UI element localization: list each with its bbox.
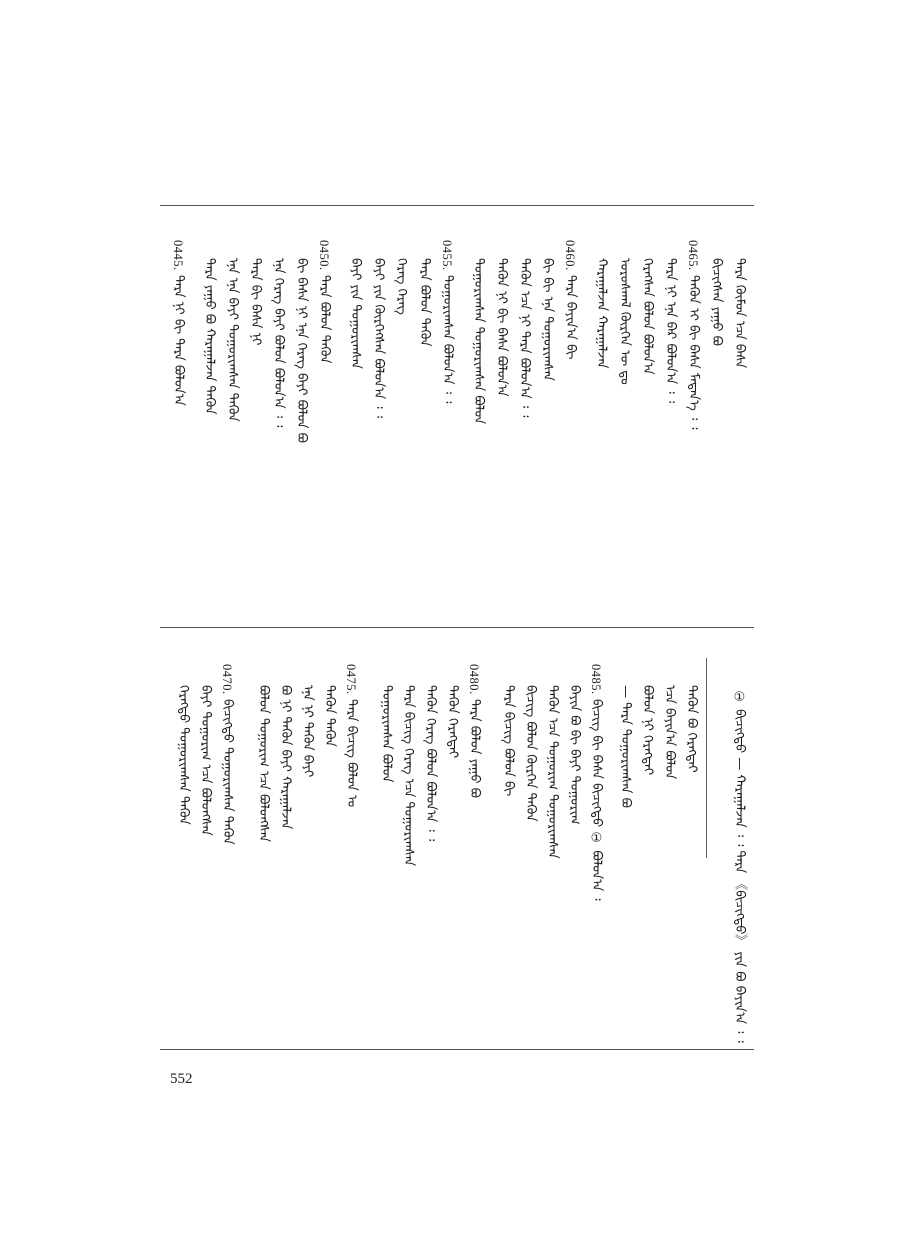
column-text: ᠤᠷᠤᠰᠬᠠᠯ ᠬᠦᠷᠭᠡᠨ ᠦ ᠳᠤ [617, 258, 632, 385]
column-text: ᠲᠡᠭᠦᠨ ᠬᠡᠷᠡᠭᠲᠡᠢ [445, 685, 460, 759]
column-text: ᠲᠡᠭᠦᠨ ᠢ ᠪᠢ ᠪᠠᠰᠠ ᠮᠡᠳᠡᠨ᠎ᠡ ᠄ ᠄ [686, 274, 701, 430]
column-text: ᠡᠨᠡ ᠨᠢ ᠲᠡᠭᠦᠨ ᠪᠠᠶᠢ [300, 685, 315, 778]
column-text: ᠲᠡᠷᠡ ᠬᠦᠮᠦᠨ ᠡᠴᠡ ᠪᠠᠰᠠ [732, 258, 747, 369]
text-column [522, 685, 538, 822]
column-text: ᠲᠣᠭᠣᠷᠢᠭᠰᠠᠨ ᠪᠣᠯᠤᠨ [379, 685, 394, 783]
text-column [299, 685, 315, 777]
column-text: ᠬᠡᠷᠡᠭ ᠬᠡᠷᠡᠭ [394, 258, 409, 315]
column-text: ᠲᠡᠭᠦᠨ ᠬᠡᠷᠡᠭ ᠪᠣᠯᠤᠨ ᠪᠣᠯᠤᠨ᠎ᠠ ᠄ ᠄ [423, 685, 438, 842]
column-text: ᠲᠡᠷᠡ ᠪᠢ ᠪᠠᠰᠠ ᠨᠢ [248, 258, 263, 346]
text-column [662, 258, 678, 403]
text-column [544, 685, 560, 859]
text-column [170, 240, 186, 405]
line-number: 0445. [171, 240, 185, 271]
text-column [470, 258, 486, 424]
column-text: ᠪᠢ ᠪᠢ ᠡᠨᠡ ᠲᠣᠭᠣᠷᠢᠭᠰᠠᠨ [540, 258, 555, 381]
column-text: ᠪᠢᠴᠢᠭ ᠪᠢ ᠪᠠᠰᠠ ᠪᠢᠴᠢᠭᠲᠦ ① ᠪᠣᠯᠤᠨ᠎ᠠ ᠄ [589, 698, 604, 901]
text-column [347, 258, 363, 369]
text-column [731, 258, 747, 368]
text-column [593, 258, 609, 369]
footnote-text: ① ᠪᠢᠴᠢᠭᠲᠦ — ᠬᠠᠷᠠᠭᠠᠯᠵᠠᠨ ᠄ ᠄ ᠲᠡᠷᠡ 《ᠪᠢᠴᠢᠭᠲᠦ》 ᠶᠢᠨ ᠪᠣ ᠪᠠᠶᠢᠨ᠎ᠠ ᠄ ᠄ [732, 690, 747, 1043]
column-text: ᠲᠣᠭᠣᠷᠢᠭᠰᠠᠨ ᠪᠣᠯᠤᠨ᠎ᠠ ᠄ ᠄ [440, 274, 455, 403]
text-column [201, 258, 217, 414]
line-number: 0475. [344, 664, 358, 695]
text-column [255, 685, 271, 842]
text-column [708, 258, 724, 346]
column-text: ᠲᠡᠷᠡ ᠪᠢᠴᠢᠭ ᠬᠡᠷᠡᠭ ᠡᠴᠡ ᠲᠣᠭᠣᠷᠢᠭᠰᠠᠨ [401, 685, 416, 867]
line-number: 0470. [220, 664, 234, 695]
column-text: ᠡᠴᠡ ᠪᠠᠶᠢᠨ᠎ᠠ ᠪᠣᠯᠤᠨ [662, 685, 677, 780]
text-column [416, 258, 432, 347]
line-number: 0460. [563, 240, 577, 271]
text-column [444, 685, 460, 758]
column-text: ᠲᠡᠷᠡ ᠪᠢᠴᠢᠭ ᠪᠣᠯᠤᠨ ᠪᠢ [501, 685, 516, 797]
text-column [370, 258, 386, 418]
footnote-separator [706, 658, 707, 858]
column-text: ᠲᠡᠭᠦᠨ ᠡᠴᠡ ᠨᠢ ᠲᠡᠷᠡ ᠪᠣᠯᠤᠨ᠎ᠠ ᠄ ᠄ [517, 258, 532, 418]
text-column [321, 685, 337, 747]
footnote [731, 690, 747, 1043]
text-column [247, 258, 263, 345]
text-column [500, 685, 516, 796]
column-text: ᠲᠡᠷᠡ ᠨᠢ ᠪᠢ ᠲᠡᠷᠡ ᠪᠣᠯᠤᠨ᠎ᠠ [171, 274, 186, 406]
column-text: ᠪᠣ ᠨᠢ ᠲᠡᠭᠦᠨ ᠪᠠᠶᠢ ᠬᠠᠷᠠᠭᠠᠯᠵᠠᠨ [278, 685, 293, 830]
column-text: ᠲᠡᠭᠦᠨ ᠪᠣ ᠬᠡᠷᠡᠭᠲᠡᠢ [684, 685, 699, 773]
column-text: ᠪᠢᠴᠢᠭᠲᠦ ᠲᠣᠭᠣᠷᠢᠭᠰᠠᠨ ᠲᠡᠭᠦᠨ [220, 698, 235, 845]
column-text: ᠡᠨᠡ ᠬᠡᠷᠡᠭ ᠪᠠᠶᠢ ᠪᠣᠯᠤᠨ ᠪᠣᠯᠤᠨ᠎ᠠ ᠄ ᠄ [271, 258, 286, 428]
column-text: ᠲᠡᠷᠡ ᠪᠠᠶᠢᠨ᠎ᠠ ᠪᠢ [563, 274, 578, 359]
text-column [493, 258, 509, 397]
text-column [400, 685, 416, 866]
text-column [422, 685, 438, 841]
text-column [219, 664, 235, 844]
column-text: ᠪᠢᠴᠢᠭᠰᠡᠨ ᠶᠠᠭᠤ ᠪᠣ [709, 258, 724, 347]
text-column [617, 685, 633, 808]
column-text: ᠲᠡᠭᠦᠨ ᠡᠴᠡ ᠲᠣᠭᠣᠷᠢᠭ ᠲᠣᠭᠣᠷᠢᠭᠰᠠᠨ [545, 685, 560, 859]
text-column [685, 240, 701, 429]
text-column [293, 258, 309, 443]
column-text: ᠪᠢ ᠪᠠᠰᠠ ᠨᠢ ᠡᠨᠡ ᠬᠡᠷᠡᠭ ᠪᠠᠶᠢ ᠪᠣᠯᠤᠨ ᠪᠣ [294, 258, 309, 443]
text-column [343, 664, 359, 807]
column-text: ᠲᠡᠷᠡ ᠪᠣᠯᠤᠨ ᠶᠠᠭᠤ ᠪᠣ [467, 698, 482, 798]
text-column [539, 258, 555, 381]
column-text: ᠲᠣᠭᠣᠷᠢᠭᠰᠠᠨ ᠲᠣᠭᠣᠷᠢᠭᠰᠠᠨ ᠪᠣᠯᠤᠨ [471, 258, 486, 425]
text-column [175, 685, 191, 825]
text-column [683, 685, 699, 773]
column-text: ᠬᠡᠷᠡᠭᠲᠦ ᠲᠣᠭᠣᠷᠢᠭᠰᠠᠨ ᠲᠡᠭᠦᠨ [176, 685, 191, 825]
column-text: ᠬᠡᠷᠡᠭᠰᠡᠨ ᠪᠣᠯᠤᠨ ᠪᠣᠯᠤᠨ᠎ᠠ [640, 258, 655, 375]
middle-rule [160, 627, 754, 628]
column-text: ᠪᠠᠶᠢ ᠶᠢᠨ ᠬᠦᠷᠭᠡᠭᠰᠡᠨ ᠪᠣᠯᠤᠨ᠎ᠠ ᠄ ᠄ [371, 258, 386, 418]
column-text: ᠲᠡᠷᠡ ᠪᠣᠯᠤᠨ ᠲᠡᠭᠦᠨ [317, 274, 332, 364]
column-text: ᠡᠨᠡ ᠡᠨᠡ ᠪᠠᠶᠢ ᠲᠣᠭᠣᠷᠢᠭᠰᠠᠨ ᠲᠡᠭᠦᠨ [225, 258, 240, 422]
column-text: ᠲᠡᠷᠡ ᠶᠠᠭᠤ ᠪᠣ ᠬᠠᠷᠠᠭᠠᠯᠵᠠᠨ ᠲᠡᠭᠦᠨ [202, 258, 217, 415]
column-text: ᠪᠠᠶᠢ ᠲᠣᠭᠣᠷᠢᠭ ᠡᠴᠡ ᠪᠣᠯᠤᠨᠭᠰᠠᠨ [198, 685, 213, 836]
text-column [378, 685, 394, 783]
text-column [270, 258, 286, 427]
column-text: ᠪᠣᠯᠤᠨ ᠨᠢ ᠬᠡᠷᠡᠭᠲᠡᠢ [640, 685, 655, 776]
text-column [224, 258, 240, 422]
text-column [566, 685, 582, 825]
column-text: ᠲᠡᠷᠡ ᠪᠢᠴᠢᠭ ᠪᠣᠯᠤᠨ ᠤ [344, 698, 359, 807]
column-text: ᠬᠠᠷᠠᠭᠠᠯᠵᠠᠨ ᠬᠠᠷᠠᠭᠠᠯᠵᠠᠨ [594, 258, 609, 369]
text-column [588, 664, 604, 900]
column-text: ᠪᠠᠶᠢᠨ ᠪᠣ ᠪᠢ ᠪᠠᠶᠢ ᠲᠣᠭᠣᠷᠢᠭ [567, 685, 582, 825]
column-text: — ᠲᠡᠷᠡ ᠲᠣᠭᠣᠷᠢᠭᠰᠠᠨ ᠪᠣ [618, 685, 633, 808]
text-column [639, 685, 655, 775]
text-column [316, 240, 332, 363]
column-text: ᠲᠡᠷᠡ ᠨᠢ ᠡᠨᠡ ᠪᠡᠷ ᠪᠣᠯᠤᠨ᠎ᠠ ᠄ ᠄ [663, 258, 678, 404]
text-column [466, 664, 482, 798]
column-text: ᠲᠡᠷᠡ ᠪᠣᠯᠤᠨ ᠲᠡᠭᠦᠨ [417, 258, 432, 347]
top-rule [160, 205, 754, 206]
text-column [439, 240, 455, 403]
column-text: ᠪᠣᠯᠤᠨ ᠲᠣᠭᠣᠷᠢᠭ ᠡᠴᠡ ᠪᠣᠯᠤᠨᠭᠰᠠᠨ [256, 685, 271, 843]
column-text: ᠲᠡᠭᠦᠨ ᠲᠡᠭᠦᠨ [322, 685, 337, 747]
line-number: 0485. [589, 664, 603, 695]
text-column [616, 258, 632, 385]
line-number: 0450. [317, 240, 331, 271]
bottom-rule [160, 1049, 754, 1050]
text-column [197, 685, 213, 836]
page-number: 552 [170, 1071, 193, 1087]
column-text: ᠪᠢᠴᠢᠭ ᠪᠣᠯᠤᠨ ᠬᠦᠷᠭᠡᠨ ᠲᠡᠭᠦᠨ [523, 685, 538, 822]
text-column [516, 258, 532, 417]
text-column [562, 240, 578, 359]
column-text: ᠲᠡᠭᠦᠨ ᠨᠢ ᠪᠢ ᠪᠠᠰᠠ ᠪᠣᠯᠤᠨ᠎ᠠ [494, 258, 509, 397]
text-column [393, 258, 409, 315]
line-number: 0480. [467, 664, 481, 695]
line-number: 0455. [440, 240, 454, 271]
text-column [277, 685, 293, 829]
text-column [661, 685, 677, 779]
column-text: ᠪᠠᠶᠢ ᠶᠢᠨ ᠲᠣᠭᠣᠷᠢᠭᠰᠠᠨ [348, 258, 363, 369]
text-column [639, 258, 655, 375]
line-number: 0465. [686, 240, 700, 271]
